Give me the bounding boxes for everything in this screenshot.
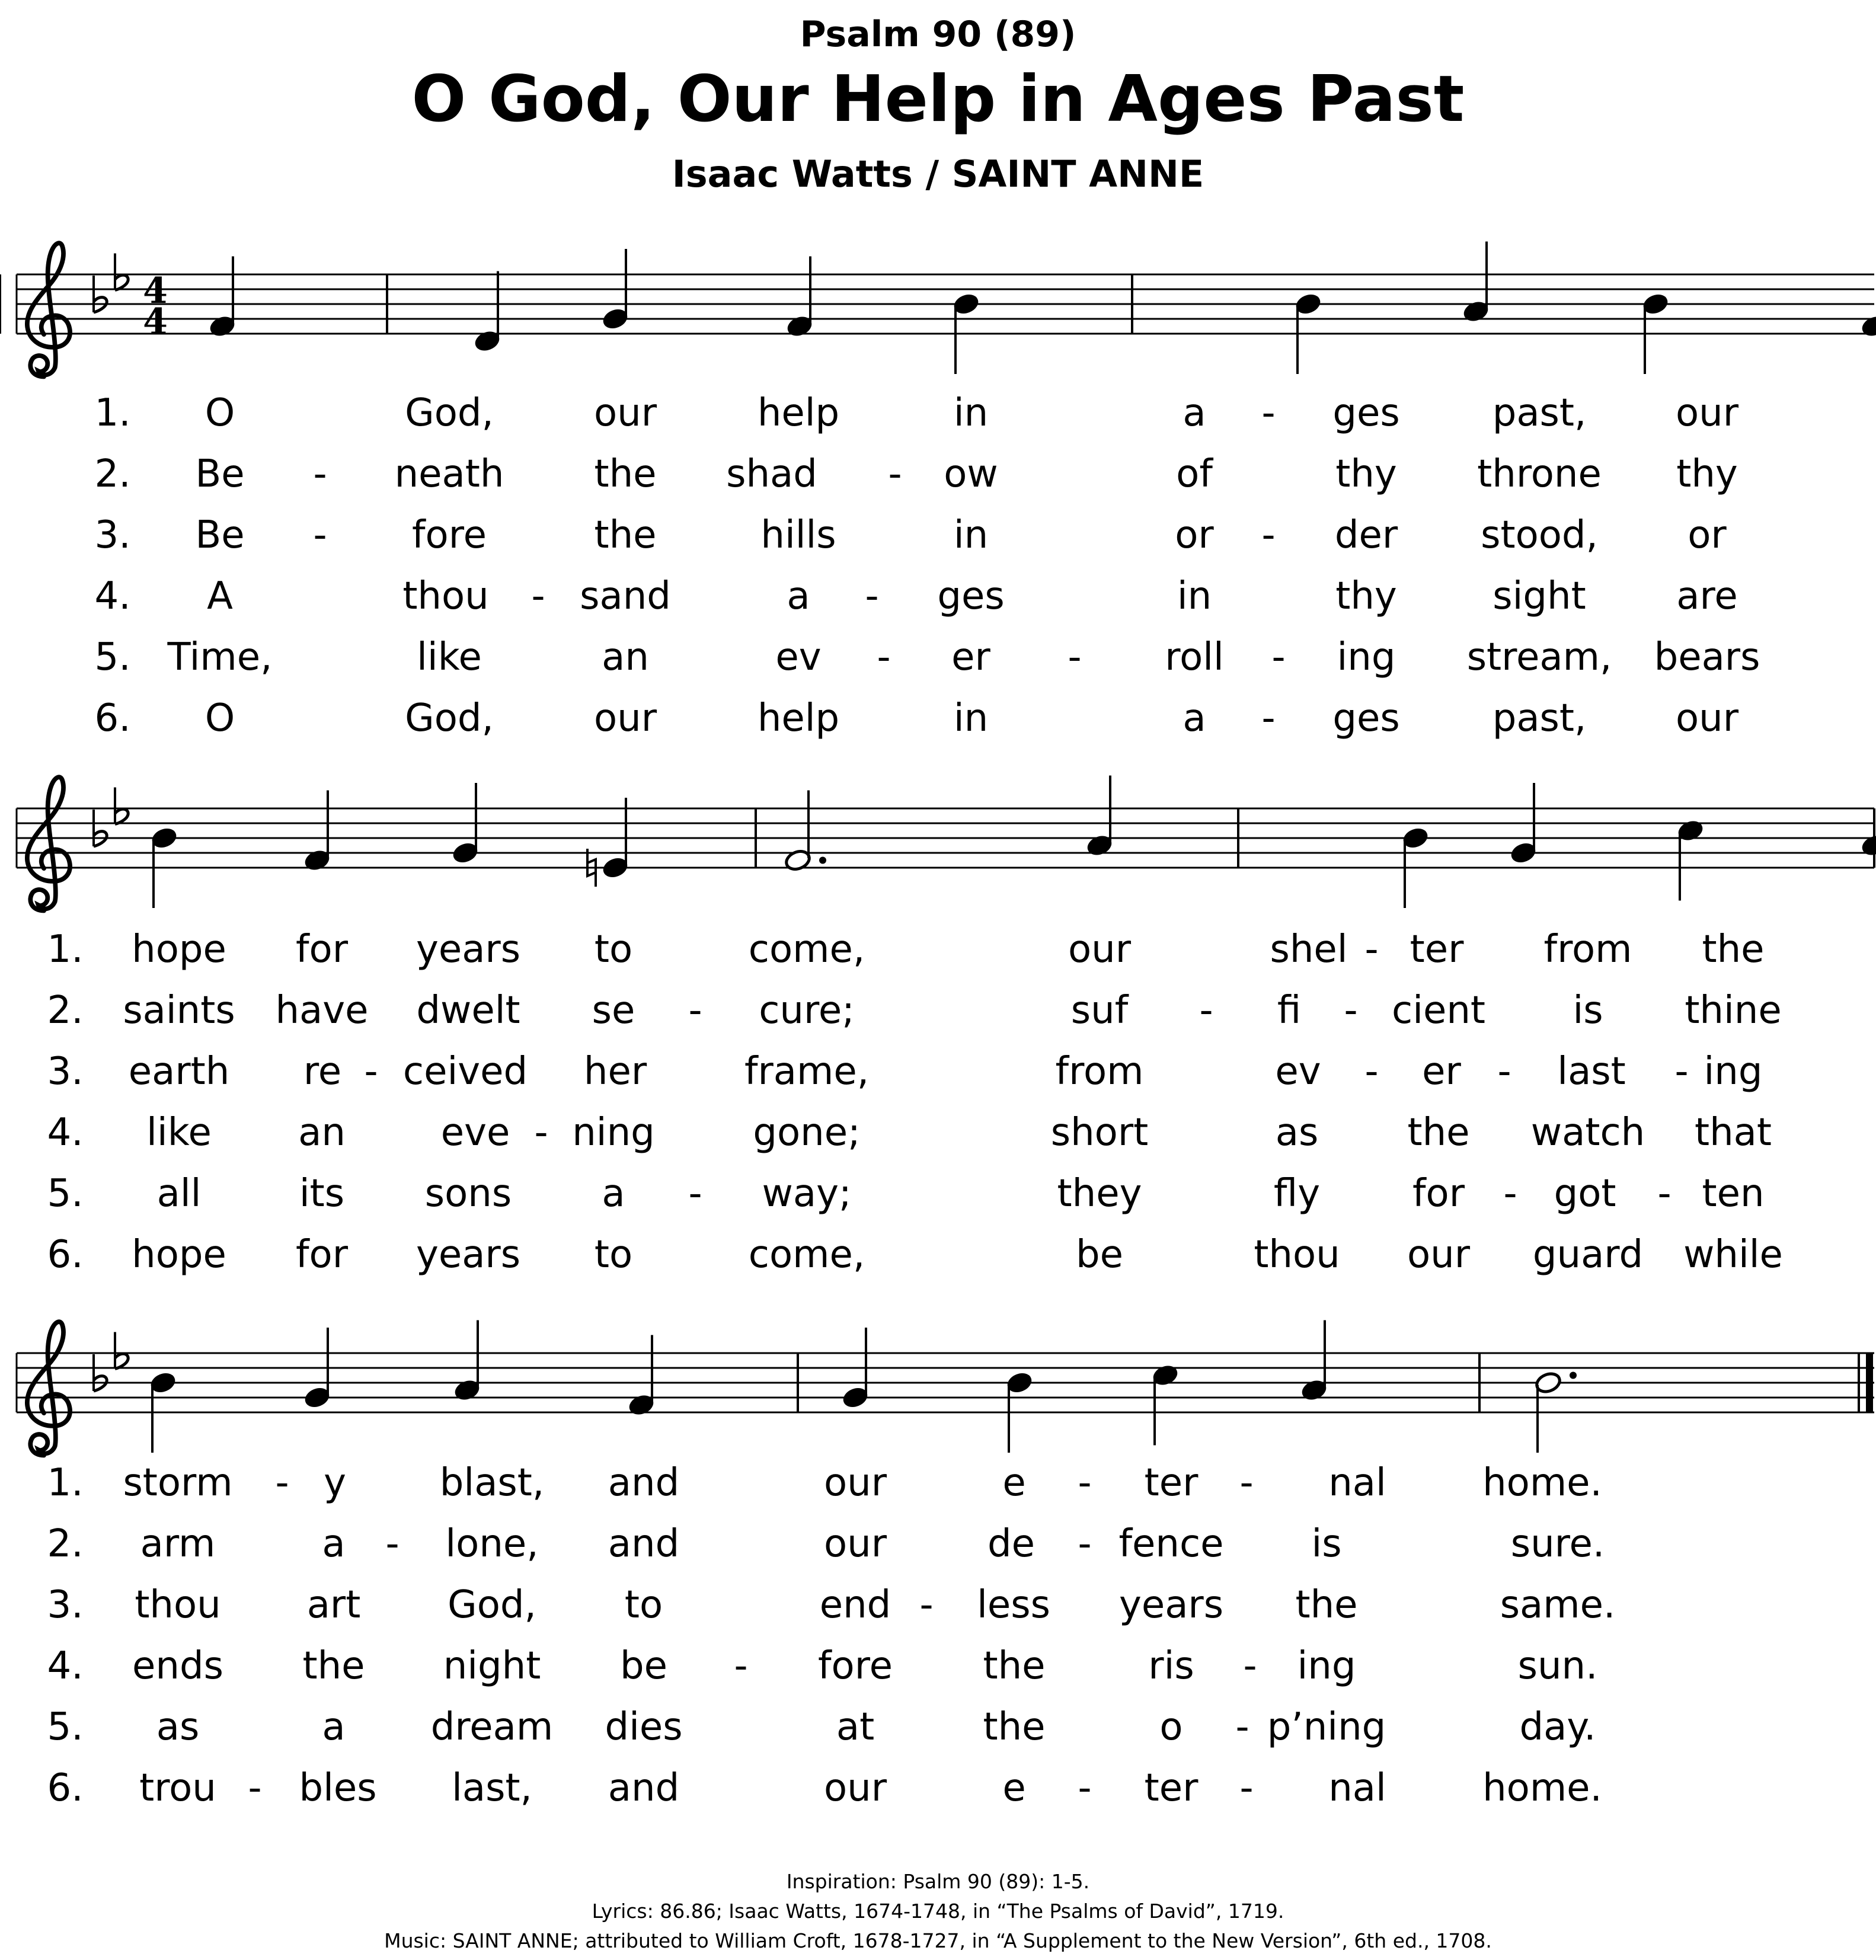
verse-number: 4. <box>47 1644 84 1688</box>
lyric-syllable: like <box>146 1111 212 1155</box>
lyric-syllable: years <box>1118 1583 1224 1627</box>
lyric-syllable: ter <box>1144 1766 1199 1810</box>
lyric-syllable: our <box>1675 696 1739 740</box>
syllable-hyphen: - <box>877 635 891 679</box>
treble-clef-icon <box>27 1322 70 1455</box>
lyric-syllable: day. <box>1519 1705 1596 1749</box>
lyric-syllable: blast, <box>439 1461 545 1505</box>
syllable-hyphen: - <box>1078 1522 1092 1566</box>
lyric-syllable: a <box>602 1172 625 1216</box>
syllable-hyphen: - <box>1243 1644 1257 1688</box>
lyric-syllable: er <box>1422 1050 1461 1093</box>
lyric-syllable: of <box>1176 452 1213 496</box>
hymn-author-tune: Isaac Watts / SAINT ANNE <box>672 152 1204 196</box>
lyric-syllable: the <box>983 1644 1046 1688</box>
lyric-syllable: past, <box>1492 391 1587 435</box>
lyric-syllable: help <box>757 696 840 740</box>
lyric-syllable: ing <box>1704 1050 1763 1093</box>
augmentation-dot <box>819 857 826 864</box>
verse-number: 1. <box>47 1461 84 1505</box>
lyric-syllable: earth <box>128 1050 230 1093</box>
syllable-hyphen: - <box>534 1111 548 1155</box>
lyric-syllable: the <box>1295 1583 1358 1627</box>
syllable-hyphen: - <box>364 1050 378 1093</box>
lyric-syllable: end <box>819 1583 891 1627</box>
lyric-syllable: re <box>303 1050 342 1093</box>
lyric-syllable: our <box>823 1522 887 1566</box>
syllable-hyphen: - <box>313 513 327 557</box>
lyric-syllable: se <box>592 989 635 1032</box>
lyric-syllable: nal <box>1328 1461 1386 1505</box>
lyric-syllable: Be <box>195 452 245 496</box>
credit-lyrics: Lyrics: 86.86; Isaac Watts, 1674-1748, in “The Psalms of David”, 1719. <box>592 1900 1284 1923</box>
syllable-hyphen: - <box>313 452 327 496</box>
credit-inspiration: Inspiration: Psalm 90 (89): 1-5. <box>786 1870 1090 1893</box>
lyric-syllable: e <box>1002 1461 1026 1505</box>
lyric-syllable: a <box>787 574 810 618</box>
lyric-syllable: thou <box>1254 1233 1340 1277</box>
lyric-syllable: less <box>977 1583 1050 1627</box>
lyric-syllable: dream <box>430 1705 554 1749</box>
lyric-syllable: the <box>594 452 657 496</box>
syllable-hyphen: - <box>1199 989 1213 1032</box>
syllable-hyphen: - <box>1235 1705 1249 1749</box>
verse-number: 1. <box>94 391 131 435</box>
lyric-syllable: art <box>306 1583 361 1627</box>
lyric-syllable: p’ning <box>1267 1705 1386 1749</box>
lyric-syllable: our <box>593 391 657 435</box>
lyric-syllable: cient <box>1392 989 1485 1032</box>
verse-number: 5. <box>94 635 131 679</box>
lyric-syllable: home. <box>1482 1461 1602 1505</box>
lyric-syllable: the <box>1702 928 1765 971</box>
lyric-syllable: ges <box>1332 391 1400 435</box>
lyric-syllable: cure; <box>759 989 855 1032</box>
syllable-hyphen: - <box>1239 1461 1254 1505</box>
lyric-syllable: nal <box>1328 1766 1386 1810</box>
lyric-syllable: an <box>298 1111 346 1155</box>
lyric-syllable: thine <box>1685 989 1782 1032</box>
lyric-syllable: ing <box>1297 1644 1356 1688</box>
lyric-syllable: A <box>207 574 233 618</box>
lyric-syllable: throne <box>1477 452 1602 496</box>
psalm-reference: Psalm 90 (89) <box>800 14 1076 55</box>
lyric-syllable: come, <box>748 928 865 971</box>
lyric-syllable: God, <box>448 1583 536 1627</box>
lyric-syllable: stream, <box>1466 635 1612 679</box>
lyric-syllable: thou <box>402 574 489 618</box>
verse-number: 4. <box>47 1111 84 1155</box>
lyric-syllable: ev <box>775 635 822 679</box>
lyric-syllable: ter <box>1144 1461 1199 1505</box>
lyric-syllable: come, <box>748 1233 865 1277</box>
lyric-syllable: er <box>951 635 990 679</box>
syllable-hyphen: - <box>1078 1766 1092 1810</box>
lyric-syllable: ges <box>1332 696 1400 740</box>
lyric-syllable: fi <box>1277 989 1302 1032</box>
verse-number: 3. <box>47 1583 84 1627</box>
lyric-syllable: thy <box>1676 452 1738 496</box>
lyric-syllable: storm <box>123 1461 233 1505</box>
lyric-syllable: hope <box>132 1233 226 1277</box>
lyric-syllable: God, <box>405 696 494 740</box>
lyric-syllable: sight <box>1493 574 1586 618</box>
lyric-syllable: in <box>953 696 989 740</box>
treble-clef-icon <box>27 243 70 376</box>
verse-number: 1. <box>47 928 84 971</box>
lyric-syllable: her <box>583 1050 647 1093</box>
syllable-hyphen: - <box>1503 1172 1517 1216</box>
syllable-hyphen: - <box>1239 1766 1254 1810</box>
lyric-syllable: fence <box>1118 1522 1224 1566</box>
lyric-syllable: or <box>1175 513 1214 557</box>
time-signature-top: 4 <box>143 270 168 312</box>
syllable-hyphen: - <box>1261 696 1276 740</box>
lyric-syllable: sand <box>580 574 671 618</box>
syllable-hyphen: - <box>734 1644 748 1688</box>
lyric-syllable: eve <box>440 1111 510 1155</box>
lyric-syllable: ten <box>1702 1172 1765 1216</box>
verse-number: 3. <box>94 513 131 557</box>
lyric-syllable: our <box>1068 928 1132 971</box>
syllable-hyphen: - <box>919 1583 934 1627</box>
flat-sign-icon <box>115 254 128 290</box>
lyric-syllable: O <box>204 391 235 435</box>
lyric-syllable: years <box>416 928 521 971</box>
lyric-syllable: from <box>1055 1050 1144 1093</box>
lyric-syllable: all <box>156 1172 202 1216</box>
lyric-syllable: for <box>296 928 348 971</box>
lyric-syllable: for <box>296 1233 348 1277</box>
lyric-syllable: Be <box>195 513 245 557</box>
lyric-syllable: hills <box>760 513 836 557</box>
lyric-syllable: frame, <box>744 1050 870 1093</box>
syllable-hyphen: - <box>1271 635 1286 679</box>
lyric-syllable: as <box>156 1705 200 1749</box>
lyric-syllable: o <box>1159 1705 1183 1749</box>
lyric-syllable: the <box>594 513 657 557</box>
lyric-syllable: the <box>983 1705 1046 1749</box>
lyric-syllable: and <box>608 1461 680 1505</box>
lyric-syllable: is <box>1311 1522 1342 1566</box>
syllable-hyphen: - <box>1674 1050 1689 1093</box>
lyric-syllable: God, <box>405 391 494 435</box>
lyric-syllable: as <box>1275 1111 1319 1155</box>
lyric-syllable: at <box>836 1705 875 1749</box>
lyric-syllable: gone; <box>753 1111 861 1155</box>
lyric-syllable: while <box>1683 1233 1783 1277</box>
final-barline <box>1866 1353 1873 1412</box>
lyric-syllable: fore <box>818 1644 893 1688</box>
lyric-syllable: a <box>1183 696 1206 740</box>
lyric-syllable: thy <box>1335 452 1397 496</box>
lyric-syllable: a <box>322 1522 346 1566</box>
lyric-syllable: or <box>1688 513 1727 557</box>
lyric-syllable: ow <box>944 452 998 496</box>
lyric-syllable: for <box>1412 1172 1465 1216</box>
syllable-hyphen: - <box>1364 928 1379 971</box>
lyric-syllable: sons <box>424 1172 512 1216</box>
lyric-syllable: O <box>204 696 235 740</box>
verse-number: 6. <box>47 1766 84 1810</box>
lyric-syllable: watch <box>1530 1111 1645 1155</box>
syllable-hyphen: - <box>531 574 545 618</box>
lyric-syllable: our <box>1407 1233 1471 1277</box>
lyric-syllable: shel <box>1270 928 1348 971</box>
lyric-syllable: thou <box>135 1583 221 1627</box>
lyric-syllable: Time, <box>167 635 273 679</box>
flat-sign-icon <box>115 788 128 824</box>
syllable-hyphen: - <box>865 574 879 618</box>
lyric-syllable: ing <box>1337 635 1396 679</box>
lyric-syllable: years <box>416 1233 521 1277</box>
lyric-syllable: and <box>608 1522 680 1566</box>
lyric-syllable: arm <box>140 1522 216 1566</box>
lyric-syllable: stood, <box>1481 513 1598 557</box>
lyric-syllable: thy <box>1335 574 1397 618</box>
lyric-syllable: dies <box>605 1705 683 1749</box>
augmentation-dot <box>1570 1372 1577 1379</box>
lyric-syllable: saints <box>123 989 235 1032</box>
flat-sign-icon <box>115 1332 128 1369</box>
syllable-hyphen: - <box>1364 1050 1379 1093</box>
lyric-syllable: past, <box>1492 696 1587 740</box>
verse-number: 2. <box>94 452 131 496</box>
syllable-hyphen: - <box>1078 1461 1092 1505</box>
lyric-syllable: guard <box>1532 1233 1644 1277</box>
lyric-syllable: ter <box>1410 928 1464 971</box>
treble-clef-icon <box>27 777 70 910</box>
lyric-syllable: e <box>1002 1766 1026 1810</box>
lyric-syllable: are <box>1676 574 1738 618</box>
lyric-syllable: is <box>1573 989 1603 1032</box>
lyric-syllable: fore <box>412 513 487 557</box>
lyric-syllable: the <box>302 1644 365 1688</box>
verse-number: 4. <box>94 574 131 618</box>
lyric-syllable: its <box>299 1172 345 1216</box>
lyric-syllable: suf <box>1070 989 1129 1032</box>
lyric-syllable: ceived <box>402 1050 528 1093</box>
lyric-syllable: help <box>757 391 840 435</box>
syllable-hyphen: - <box>385 1522 400 1566</box>
lyric-syllable: in <box>953 391 989 435</box>
lyric-syllable: to <box>624 1583 663 1627</box>
syllable-hyphen: - <box>888 452 902 496</box>
flat-sign-icon <box>94 276 107 312</box>
lyric-syllable: bears <box>1654 635 1760 679</box>
lyric-syllable: ev <box>1275 1050 1321 1093</box>
lyric-syllable: fly <box>1273 1172 1321 1216</box>
lyric-syllable: the <box>1407 1111 1470 1155</box>
lyric-syllable: dwelt <box>416 989 520 1032</box>
lyric-syllable: y <box>324 1461 346 1505</box>
lyric-syllable: de <box>987 1522 1035 1566</box>
lyric-syllable: ges <box>937 574 1005 618</box>
lyric-syllable: a <box>322 1705 346 1749</box>
lyric-syllable: be <box>620 1644 667 1688</box>
lyric-syllable: our <box>593 696 657 740</box>
lyric-syllable: in <box>953 513 989 557</box>
verse-number: 3. <box>47 1050 84 1093</box>
lyric-syllable: last <box>1557 1050 1626 1093</box>
lyric-syllable: night <box>443 1644 541 1688</box>
lyric-syllable: to <box>594 1233 633 1277</box>
verse-number: 5. <box>47 1705 84 1749</box>
syllable-hyphen: - <box>1497 1050 1511 1093</box>
lyric-syllable: short <box>1050 1111 1149 1155</box>
lyric-syllable: a <box>1183 391 1206 435</box>
syllable-hyphen: - <box>1657 1172 1672 1216</box>
syllable-hyphen: - <box>248 1766 262 1810</box>
lyric-syllable: like <box>417 635 482 679</box>
syllable-hyphen: - <box>1344 989 1358 1032</box>
lyric-syllable: our <box>823 1766 887 1810</box>
lyric-syllable: roll <box>1165 635 1224 679</box>
lyric-syllable: ning <box>572 1111 655 1155</box>
lyric-syllable: bles <box>299 1766 377 1810</box>
syllable-hyphen: - <box>1068 635 1082 679</box>
lyric-syllable: ends <box>132 1644 223 1688</box>
verse-number: 5. <box>47 1172 84 1216</box>
lyric-syllable: to <box>594 928 633 971</box>
lyric-syllable: same. <box>1500 1583 1616 1627</box>
syllable-hyphen: - <box>1261 513 1276 557</box>
lyric-syllable: ris <box>1148 1644 1194 1688</box>
lyric-syllable: and <box>608 1766 680 1810</box>
syllable-hyphen: - <box>688 989 702 1032</box>
lyric-syllable: der <box>1334 513 1398 557</box>
hymn-title: O God, Our Help in Ages Past <box>411 62 1465 136</box>
lyric-syllable: that <box>1695 1111 1772 1155</box>
lyric-syllable: way; <box>762 1172 852 1216</box>
lyric-syllable: be <box>1076 1233 1123 1277</box>
syllable-hyphen: - <box>688 1172 702 1216</box>
lyric-syllable: in <box>1177 574 1212 618</box>
lyric-syllable: sure. <box>1510 1522 1605 1566</box>
verse-number: 6. <box>94 696 131 740</box>
lyric-syllable: neath <box>394 452 504 496</box>
lyric-syllable: they <box>1057 1172 1142 1216</box>
lyric-syllable: hope <box>132 928 226 971</box>
verse-number: 2. <box>47 989 84 1032</box>
flat-sign-icon <box>94 810 107 846</box>
lyric-syllable: home. <box>1482 1766 1602 1810</box>
syllable-hyphen: - <box>275 1461 289 1505</box>
verse-number: 2. <box>47 1522 84 1566</box>
lyric-syllable: trou <box>139 1766 216 1810</box>
lyric-syllable: have <box>275 989 369 1032</box>
lyric-syllable: an <box>602 635 649 679</box>
lyric-syllable: shad <box>726 452 817 496</box>
lyric-syllable: from <box>1543 928 1632 971</box>
flat-sign-icon <box>94 1354 107 1391</box>
verse-number: 6. <box>47 1233 84 1277</box>
lyric-syllable: got <box>1554 1172 1616 1216</box>
lyric-syllable: our <box>1675 391 1739 435</box>
lyric-syllable: lone, <box>445 1522 539 1566</box>
syllable-hyphen: - <box>1261 391 1276 435</box>
lyric-syllable: our <box>823 1461 887 1505</box>
time-signature-bottom: 4 <box>143 301 168 343</box>
lyric-syllable: last, <box>452 1766 532 1810</box>
credit-music: Music: SAINT ANNE; attributed to William Croft, 1678-1727, in “A Supplement to the New Version”, 6th ed., 1708. <box>384 1929 1492 1952</box>
note-f4 <box>1860 314 1876 338</box>
lyric-syllable: sun. <box>1517 1644 1598 1688</box>
